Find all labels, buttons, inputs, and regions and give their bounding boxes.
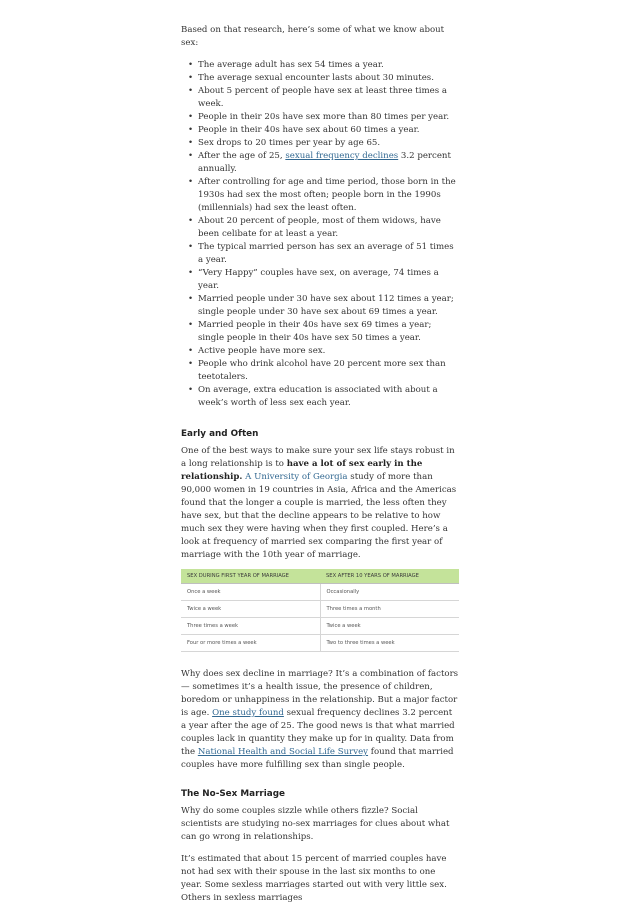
one-study-found-link[interactable]: One study found xyxy=(212,708,284,718)
paragraph-text: found that married couples have more fulfilling sex than single people. xyxy=(181,747,454,770)
list-item: • People in their 20s have sex more than 80 times per year. xyxy=(198,111,459,124)
table-row xyxy=(181,584,459,601)
sexual-frequency-declines-link[interactable]: sexual frequency declines xyxy=(285,151,399,161)
list-item: • The typical married person has sex an average of 51 times a year. xyxy=(198,241,459,267)
national-health-survey-link[interactable]: National Health and Social Life Survey xyxy=(197,747,369,757)
paragraph-text: study of more than 90,000 women in 19 countries in Asia, Africa and the Americas found that the longer a couple is married, the less often they have sex, but that the decline appears to be relative to how much sex they were having when they first coupled. Here’s a look at frequency of married sex comparing the first year of marriage with the 10th year of marriage. xyxy=(181,472,457,560)
list-item: • After controlling for age and time period, those born in the 1930s had sex the most often; people born in the 1990s (millennials) had sex the least often. xyxy=(198,176,459,215)
table-cell: Twice a week xyxy=(320,618,459,635)
list-item xyxy=(198,150,459,176)
table-header-row xyxy=(181,569,459,584)
section-heading-early-and-often: Early and Often xyxy=(181,429,259,439)
paragraph-text: sexual frequency declines 3.2 percent a year after the age of 25. The good news is that what married couples lack in quantity they make up for in quality. Data from the xyxy=(181,708,455,757)
marriage-frequency-table xyxy=(181,569,459,652)
paragraph-text: One of the best ways to make sure your sex life stays robust in a long relationship is to xyxy=(181,446,455,469)
university-of-georgia-link[interactable]: A University of Georgia xyxy=(245,472,348,482)
decline-paragraph xyxy=(181,668,459,772)
article-body xyxy=(181,24,459,905)
table-cell: Two to three times a week xyxy=(320,635,459,652)
table-cell: Once a week xyxy=(181,584,320,601)
bold-text: have a lot of sex early in the relationship. xyxy=(181,459,423,482)
facts-list xyxy=(181,59,459,410)
table-row xyxy=(181,601,459,618)
table-cell: Twice a week xyxy=(181,601,320,618)
list-item: • The average adult has sex 54 times a year. xyxy=(198,59,459,72)
table-cell: Three times a month xyxy=(320,601,459,618)
nosex-paragraph-2: It’s estimated that about 15 percent of married couples have not had sex with their spouse in the last six months to one year. Some sexless marriages started out with very little sex. Others in sexless marriages xyxy=(181,854,447,903)
list-item: • “Very Happy” couples have sex, on average, 74 times a year. xyxy=(198,267,459,293)
list-item: • About 5 percent of people have sex at least three times a week. xyxy=(198,85,459,111)
list-item: • Sex drops to 20 times per year by age 65. xyxy=(198,137,459,150)
table-cell: Occasionally xyxy=(320,584,459,601)
table-cell: Four or more times a week xyxy=(181,635,320,652)
nosex-paragraph-1: Why do some couples sizzle while others fizzle? Social scientists are studying no-sex marriages for clues about what can go wrong in relationships. xyxy=(181,806,450,842)
table-header: SEX AFTER 10 YEARS OF MARRIAGE xyxy=(320,569,459,584)
list-item: • People who drink alcohol have 20 percent more sex than teetotalers. xyxy=(198,358,459,384)
paragraph-text: Why does sex decline in marriage? It’s a combination of factors — sometimes it’s a health issue, the presence of children, boredom or unhappiness in the relationship. But a major factor is age. xyxy=(181,669,459,718)
table-row xyxy=(181,635,459,652)
fact-text: After the age of 25, xyxy=(198,151,286,161)
section-heading-no-sex-marriage: The No-Sex Marriage xyxy=(181,789,285,799)
list-item: • Married people in their 40s have sex 69 times a year; single people in their 40s have sex 50 times a year. xyxy=(198,319,459,345)
table-cell: Three times a week xyxy=(181,618,320,635)
list-item: • Married people under 30 have sex about 112 times a year; single people under 30 have sex about 69 times a year. xyxy=(198,293,459,319)
intro-paragraph: Based on that research, here’s some of what we know about sex: xyxy=(181,25,445,48)
early-paragraph xyxy=(181,445,459,562)
list-item: • About 20 percent of people, most of them widows, have been celibate for at least a year. xyxy=(198,215,459,241)
list-item: • Active people have more sex. xyxy=(198,345,459,358)
table-header: SEX DURING FIRST YEAR OF MARRIAGE xyxy=(181,569,320,584)
list-item: • People in their 40s have sex about 60 times a year. xyxy=(198,124,459,137)
fact-text: 3.2 percent annually. xyxy=(198,151,451,174)
list-item: • The average sexual encounter lasts about 30 minutes. xyxy=(198,72,459,85)
list-item: • On average, extra education is associated with about a week’s worth of less sex each year. xyxy=(198,384,459,410)
table-row xyxy=(181,618,459,635)
